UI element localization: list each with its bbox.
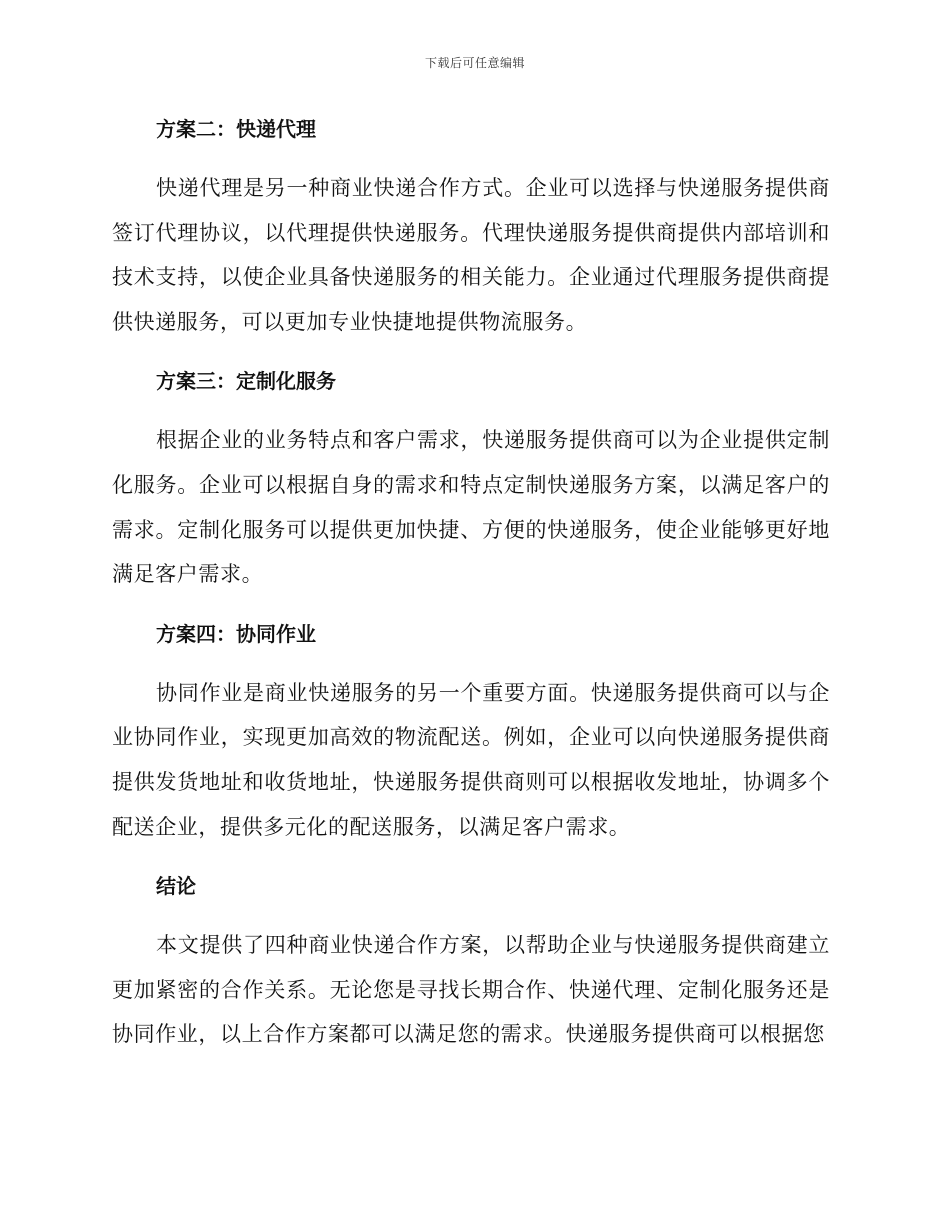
section-heading-plan-four: 方案四：协同作业 xyxy=(156,621,316,646)
section-paragraph-plan-three: 根据企业的业务特点和客户需求，快递服务提供商可以为企业提供定制化服务。企业可以根据自身的需求和特点定制快递服务方案，以满足客户的需求。定制化服务可以提供更加快捷、方便的快递服务，使企业能够更好地满足客户需求。 xyxy=(112,428,830,587)
section-paragraph-plan-two: 快递代理是另一种商业快递合作方式。企业可以选择与快递服务提供商签订代理协议，以代理提供快递服务。代理快递服务提供商提供内部培训和技术支持，以使企业具备快递服务的相关能力。企业通过代理服务提供商提供快递服务，可以更加专业快捷地提供物流服务。 xyxy=(112,176,830,334)
section-paragraph-plan-four: 协同作业是商业快递服务的另一个重要方面。快递服务提供商可以与企业协同作业，实现更加高效的物流配送。例如，企业可以向快递服务提供商提供发货地址和收货地址，快递服务提供商则可以根据收发地址，协调多个配送企业，提供多元化的配送服务，以满足客户需求。 xyxy=(112,680,830,839)
section-heading-plan-three: 方案三：定制化服务 xyxy=(156,369,336,394)
section-heading-conclusion: 结论 xyxy=(156,874,196,899)
section-paragraph-conclusion: 本文提供了四种商业快递合作方案，以帮助企业与快递服务提供商建立更加紧密的合作关系。无论您是寻找长期合作、快递代理、定制化服务还是协同作业，以上合作方案都可以满足您的需求。快递服务提供商可以根据您 xyxy=(112,933,830,1047)
section-heading-plan-two: 方案二：快递代理 xyxy=(156,117,316,141)
document-body xyxy=(112,108,830,1073)
header-note: 下载后可任意编辑 xyxy=(424,56,525,70)
